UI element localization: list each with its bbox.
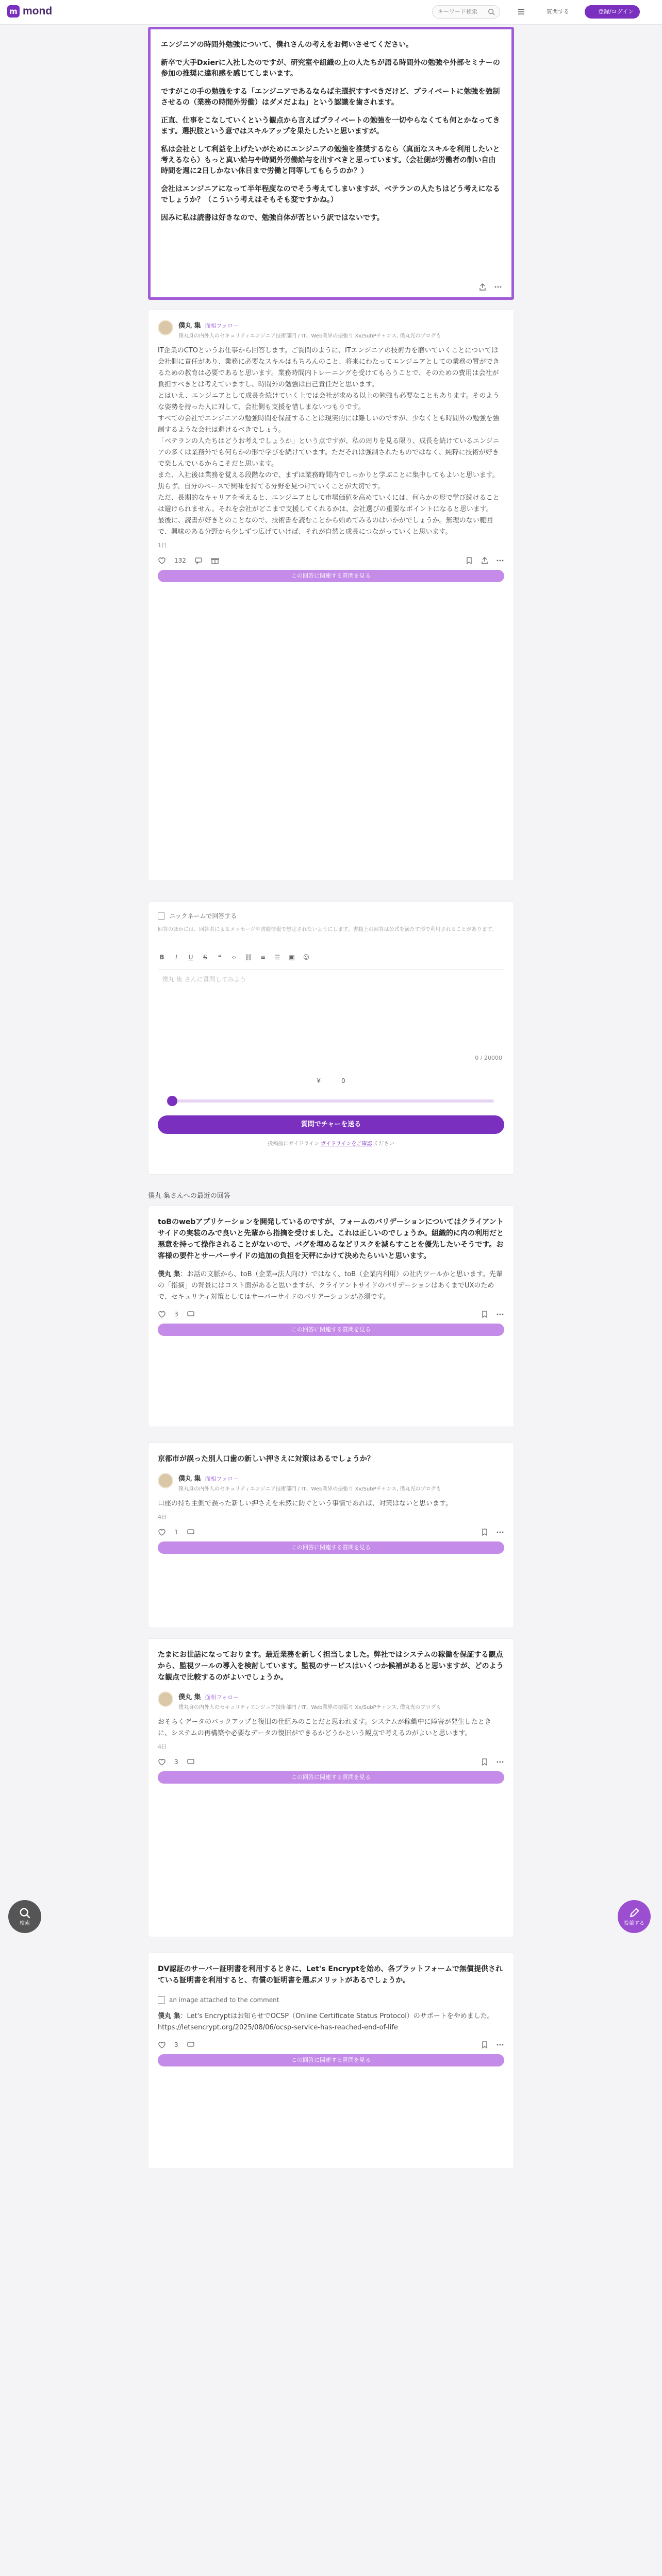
- like-count: 3: [174, 1311, 178, 1318]
- anonymous-checkbox[interactable]: [158, 912, 165, 920]
- related-card[interactable]: [148, 1206, 514, 1427]
- answer-paragraph: ただ、長期的なキャリアを考えると、エンジニアとして市場価値を高めていくには、何らかの形で学び続けることは避けられません。それを会社がどこまで支援してくれるかは、会社選びの重要なポイントになると思います。: [158, 494, 500, 513]
- post-fab[interactable]: [618, 1900, 651, 1933]
- login-button[interactable]: 登録/ログイン: [585, 5, 640, 19]
- list-icon[interactable]: ≡: [260, 954, 266, 961]
- comment-icon[interactable]: [187, 1758, 195, 1766]
- answer-date: 4日: [158, 1743, 167, 1750]
- code-icon[interactable]: ‹›: [231, 954, 237, 961]
- format-toolbar: [158, 954, 310, 961]
- bookmark-icon[interactable]: [465, 556, 473, 565]
- related-answer-body: 口座の持ち主側で誤った新しい押さえを未然に防ぐという事情であれば、対策はないと思います。: [158, 1500, 452, 1507]
- view-related-button[interactable]: この回答に関連する質問を見る: [158, 1771, 504, 1784]
- strikethrough-icon[interactable]: S: [203, 954, 207, 961]
- answer-paragraph: すべての会社でエンジニアの勉強時間を保証することは現実的には難しいのですが、少なくとも時間外の勉強を強制するような会社は避けるべきでしょう。: [158, 415, 500, 434]
- image-placeholder-icon: [158, 1996, 165, 2004]
- answerer-role: 僕丸身の内外人のセキュリティエンジニア技術部門 / IT、Web業界の振張り Xx/SubPチャンス, 僕丸光のブログも: [178, 333, 441, 339]
- link-icon[interactable]: ⛓: [244, 954, 253, 961]
- reward-amount: 0: [341, 1077, 345, 1084]
- post-fab-label: 投稿する: [624, 1920, 644, 1926]
- ordered-list-icon[interactable]: ☰: [274, 954, 280, 961]
- view-related-button[interactable]: この回答に関連する質問を見る: [158, 1541, 504, 1554]
- like-count: 3: [174, 1758, 178, 1766]
- answer-date: 4日: [158, 1514, 167, 1520]
- emoji-icon[interactable]: ☺: [303, 954, 310, 961]
- answer-textarea[interactable]: 僕丸 集 さんに質問してみよう: [158, 969, 504, 1046]
- more-icon[interactable]: [496, 2041, 504, 2049]
- answer-paragraph: また、入社後は業務を覚える段階なので、まずは業務時間内でしっかりと学ぶことに集中してもよいと思います。焦らず、自分のペースで興味を持てる分野を見つけていくことが大切です。: [158, 471, 499, 490]
- char-counter: 0 / 20000: [475, 1055, 502, 1061]
- question-paragraph: 私は会社として利益を上げたいがためにエンジニアの勉強を推奨するなら（真面なスキルを利用したいと考えるなら）もっと真い給与や時間外労働給与を出すべきと思っています。（会社側が労働者の制い自由時間を週に2日しかない休日まで労働と同等してもらうのか？）: [161, 145, 500, 175]
- answerer-name[interactable]: 僕丸 集: [158, 1270, 180, 1278]
- answer-paragraph: 最後に、読書が好きとのことなので、技術書を読むことから始めてみるのはいかがでしょうか。無理のない範囲で、興味のある分野から少しずつ広げていけば、それが自然と成長につながっていくと思います。: [158, 517, 493, 536]
- view-related-button[interactable]: この回答に関連する質問を見る: [158, 2054, 504, 2066]
- share-icon[interactable]: [481, 556, 489, 565]
- related-question-title[interactable]: toBのwebアプリケーションを開発しているのですが、フォームのバリデーションについてはクライアントサイドの実装のみで良いと先輩から指摘を受けました。これは正しいのでしょうか。組織的に内の利用だと悪意を持って操作されることがないので、バグを埋めるなどリスクを減らすことを優先したいそうです。お客様の要件とサーバーサイドの追加の負担を天秤にかけて決めたらいいと思います。: [158, 1218, 504, 1260]
- more-icon[interactable]: [496, 1310, 504, 1318]
- related-section-label: 僕丸 集さんへの最近の回答: [148, 1192, 230, 1200]
- submit-button[interactable]: 質問でチャーを送る: [158, 1115, 504, 1134]
- reward-yen: ¥: [317, 1077, 321, 1084]
- search-fab-label: 検索: [20, 1920, 30, 1926]
- heart-icon[interactable]: [158, 1528, 166, 1536]
- top-header: [0, 0, 662, 25]
- heart-icon[interactable]: [158, 556, 166, 565]
- search-fab[interactable]: [8, 1900, 41, 1933]
- related-card[interactable]: [148, 1443, 514, 1628]
- heart-icon[interactable]: [158, 2041, 166, 2049]
- image-alt-text: an image attached to the comment: [169, 1996, 279, 2004]
- underline-icon[interactable]: U: [188, 954, 193, 961]
- answer-card: [148, 309, 514, 881]
- answerer-name[interactable]: 僕丸 集: [178, 1693, 201, 1701]
- search-input[interactable]: キーワード検索: [432, 5, 500, 19]
- related-question-title[interactable]: 京都市が誤った別人口歯の新しい押さえに対策はあるでしょうか？: [158, 1455, 374, 1463]
- more-icon[interactable]: [494, 283, 502, 291]
- logo[interactable]: [7, 5, 52, 18]
- bookmark-icon[interactable]: [481, 1758, 489, 1766]
- related-answer-text: 僕丸 集：Let's Encryptはお知らせでOCSP（Online Certificate Status Protocol）のサポートをやめました。https://letsencrypt.org/2025/08/06/ocsp-service-has-reached-end-of-life: [158, 2012, 494, 2031]
- bookmark-icon[interactable]: [481, 2041, 489, 2049]
- view-related-button[interactable]: この回答に関連する質問を見る: [158, 1324, 504, 1336]
- related-answer-text: 僕丸 集：お話の文脈から、toB（企業→法人向け）ではなく、toB（企業内利用）の社内ツールかと思います。先輩の「指摘」の背景にはコスト面があると思いますが、クライアントサイドのバリデーションはあくまでUXのためで、セキュリティ対策としてはサーバーサイドのバリデーションが必須です。: [158, 1270, 503, 1301]
- more-icon[interactable]: [496, 556, 504, 565]
- guideline-link[interactable]: ガイドラインをご確認: [321, 1141, 372, 1147]
- reward-slider-handle[interactable]: [167, 1096, 177, 1106]
- ask-question-button[interactable]: 質問する: [547, 8, 569, 15]
- question-paragraph: エンジニアの時間外勉強について、僕れさんの考えをお伺いさせてください。: [161, 41, 413, 49]
- heart-icon[interactable]: [158, 1758, 166, 1766]
- related-question-title[interactable]: たまにお世話になっております。最近業務を新しく担当しました。弊社ではシステムの稼働を保証する観点から、監視ツールの導入を検討しています。監視のサービスはいくつか候補があると思いますが、どのような観点で比較するのがよいでしょうか。: [158, 1651, 504, 1682]
- heart-icon[interactable]: [158, 1310, 166, 1318]
- image-icon[interactable]: ▣: [289, 954, 295, 961]
- related-answer-body: お話の文脈から、toB（企業→法人向け）ではなく、toB（企業内利用）の社内ツールかと思います。先輩の「指摘」の背景にはコスト面があると思いますが、クライアントサイドのバリデーションはあくまでUXのためで、セキュリティ対策としてはサーバーサイドのバリデーションが必須です。: [158, 1270, 503, 1301]
- reward-slider-track[interactable]: [169, 1099, 494, 1103]
- bookmark-icon[interactable]: [481, 1310, 489, 1318]
- answer-paragraph: IT企業のCTOというお仕事から回答します。ご質問のように、ITエンジニアの技術力を磨いていくことについては会社側に責任があり、業務に必要なスキルはもちろんのこと、将来にわたってエンジニアとしての業務の質ができるための教育は必要であると思います。業務時間内トレーニングを受けてもらうことで、そのための費用は会社が負担すべきとは考えていますし、時間外の勉強は自己責任だと思います。: [158, 347, 500, 388]
- logo-mark: m: [7, 5, 20, 18]
- more-icon[interactable]: [496, 1528, 504, 1536]
- avatar[interactable]: [158, 1473, 173, 1488]
- comment-icon[interactable]: [187, 2041, 195, 2049]
- answerer-role: 僕丸身の内外人のセキュリティエンジニア技術部門 / IT、Web業界の振張り Xx/SubPチャンス, 僕丸光のブログも: [178, 1705, 441, 1710]
- anonymous-note: 回答のほかには、回答者によるメッセージや書籍情報で想定されないようにします。書籍上の回答は公式を満たす形で利用されることがあります。: [158, 927, 497, 933]
- related-question-title[interactable]: DV認証のサーバー証明書を利用するときに、Let's Encryptを始め、各プラットフォームで無償提供されている証明書を利用すると、有償の証明書を選ぶメリットがあるでしょうか。: [158, 1965, 503, 1985]
- view-related-button[interactable]: この回答に関連する質問を見る: [158, 570, 504, 582]
- anonymous-label: ニックネームで回答する: [169, 912, 237, 920]
- comment-icon[interactable]: [194, 556, 203, 565]
- question-card: [148, 27, 514, 300]
- avatar[interactable]: [158, 320, 173, 335]
- related-answer-body: おそらくデータのバックアップと復旧の仕組みのことだと思われます。システムが稼働中に障害が発生したときに、システムの再構築や必要なデータの復旧ができるかどうかという観点で考えるのがよいと思います。: [158, 1718, 491, 1737]
- share-icon[interactable]: [478, 283, 487, 291]
- comment-icon[interactable]: [187, 1310, 195, 1318]
- italic-icon[interactable]: I: [175, 954, 177, 961]
- related-card[interactable]: [148, 1953, 514, 2169]
- attached-image[interactable]: [158, 1994, 504, 2006]
- answer-paragraph: 「ベテランの人たちはどうお考えでしょうか」という点ですが、私の周りを見る限り、成長を続けているエンジニアの多くは業務外でも何らかの形で学びを続けています。ただそれは強制されたものではなく、純粋に技術が好きで楽しんでいるからこそだと思います。: [158, 437, 500, 468]
- guideline-prefix: 投稿前にガイドライン: [268, 1141, 319, 1147]
- answerer-name[interactable]: 僕丸 集: [178, 322, 201, 330]
- question-paragraph: 因みに私は読書は好きなので、勉強自体が苦という訳ではないです。: [161, 214, 384, 222]
- question-paragraph: 新卒で大手Dxierに入社したのですが、研究室や組織の上の人たちが語る時間外の勉強や外部セミナーの参加の推奨に違和感を感じてしまいます。: [161, 59, 500, 78]
- like-count: 1: [174, 1529, 178, 1536]
- answerer-role: 僕丸身の内外人のセキュリティエンジニア技術部門 / IT、Web業界の振張り Xx/SubPチャンス, 僕丸光のブログも: [178, 1486, 441, 1492]
- question-paragraph: ですがこの手の勉強をする「エンジニアであるならば主選択すすべきだけど、プライベートに勉強を強制させるの（業務の時間外労働）はダメだよね」という認識を歯されます。: [161, 88, 500, 107]
- answerer-name[interactable]: 僕丸 集: [178, 1475, 201, 1483]
- bookmark-icon[interactable]: [481, 1528, 489, 1536]
- gift-icon[interactable]: [211, 556, 219, 565]
- guideline-note: [148, 1139, 514, 1147]
- answerer-name[interactable]: 僕丸 集: [158, 2012, 180, 2020]
- follow-button[interactable]: 面相フォロー: [205, 323, 239, 329]
- menu-icon[interactable]: [517, 7, 526, 16]
- question-paragraph: 正直、仕事をこなしていくという観点から言えばプライベートの勉強を一切やらなくても何とかなってきます。選択肢という意ではスキルアップを果たしたいと思いますが。: [161, 116, 500, 135]
- follow-button[interactable]: 面相フォロー: [205, 1476, 239, 1482]
- more-icon[interactable]: [496, 1758, 504, 1766]
- like-count: 132: [174, 557, 186, 564]
- guideline-suffix: ください: [373, 1141, 394, 1147]
- related-answer-body: Let's Encryptはお知らせでOCSP（Online Certificate Status Protocol）のサポートをやめました。https://letsencrypt.org/2025/08/06/ocsp-service-has-reached-end-of-life: [158, 2012, 494, 2031]
- answer-body: [148, 342, 514, 538]
- search-icon[interactable]: [488, 8, 495, 15]
- follow-button[interactable]: 面相フォロー: [205, 1694, 239, 1701]
- bold-icon[interactable]: B: [159, 954, 164, 961]
- answer-paragraph: とはいえ、エンジニアとして成長を続けていく上では会社が求める以上の勉強も必要なこともあります。そのような姿勢を持った人に対して、会社側も支援を惜しまないつもりです。: [158, 392, 500, 411]
- quote-icon[interactable]: ❝: [218, 954, 222, 961]
- pencil-icon: [628, 1907, 640, 1919]
- logo-text: mond: [23, 5, 53, 17]
- related-card[interactable]: [148, 1638, 514, 1937]
- answer-date: 1日: [158, 542, 167, 549]
- search-icon: [19, 1907, 30, 1919]
- like-count: 3: [174, 2041, 178, 2048]
- reply-editor-card: [148, 902, 514, 1175]
- question-paragraph: 会社はエンジニアになって半年程度なのでそう考えてしまいますが、ベテランの人たちはどう考えになるでしょうか？（こういう考えはそもそも変ですかね。）: [161, 185, 500, 204]
- comment-icon[interactable]: [187, 1528, 195, 1536]
- avatar[interactable]: [158, 1691, 173, 1707]
